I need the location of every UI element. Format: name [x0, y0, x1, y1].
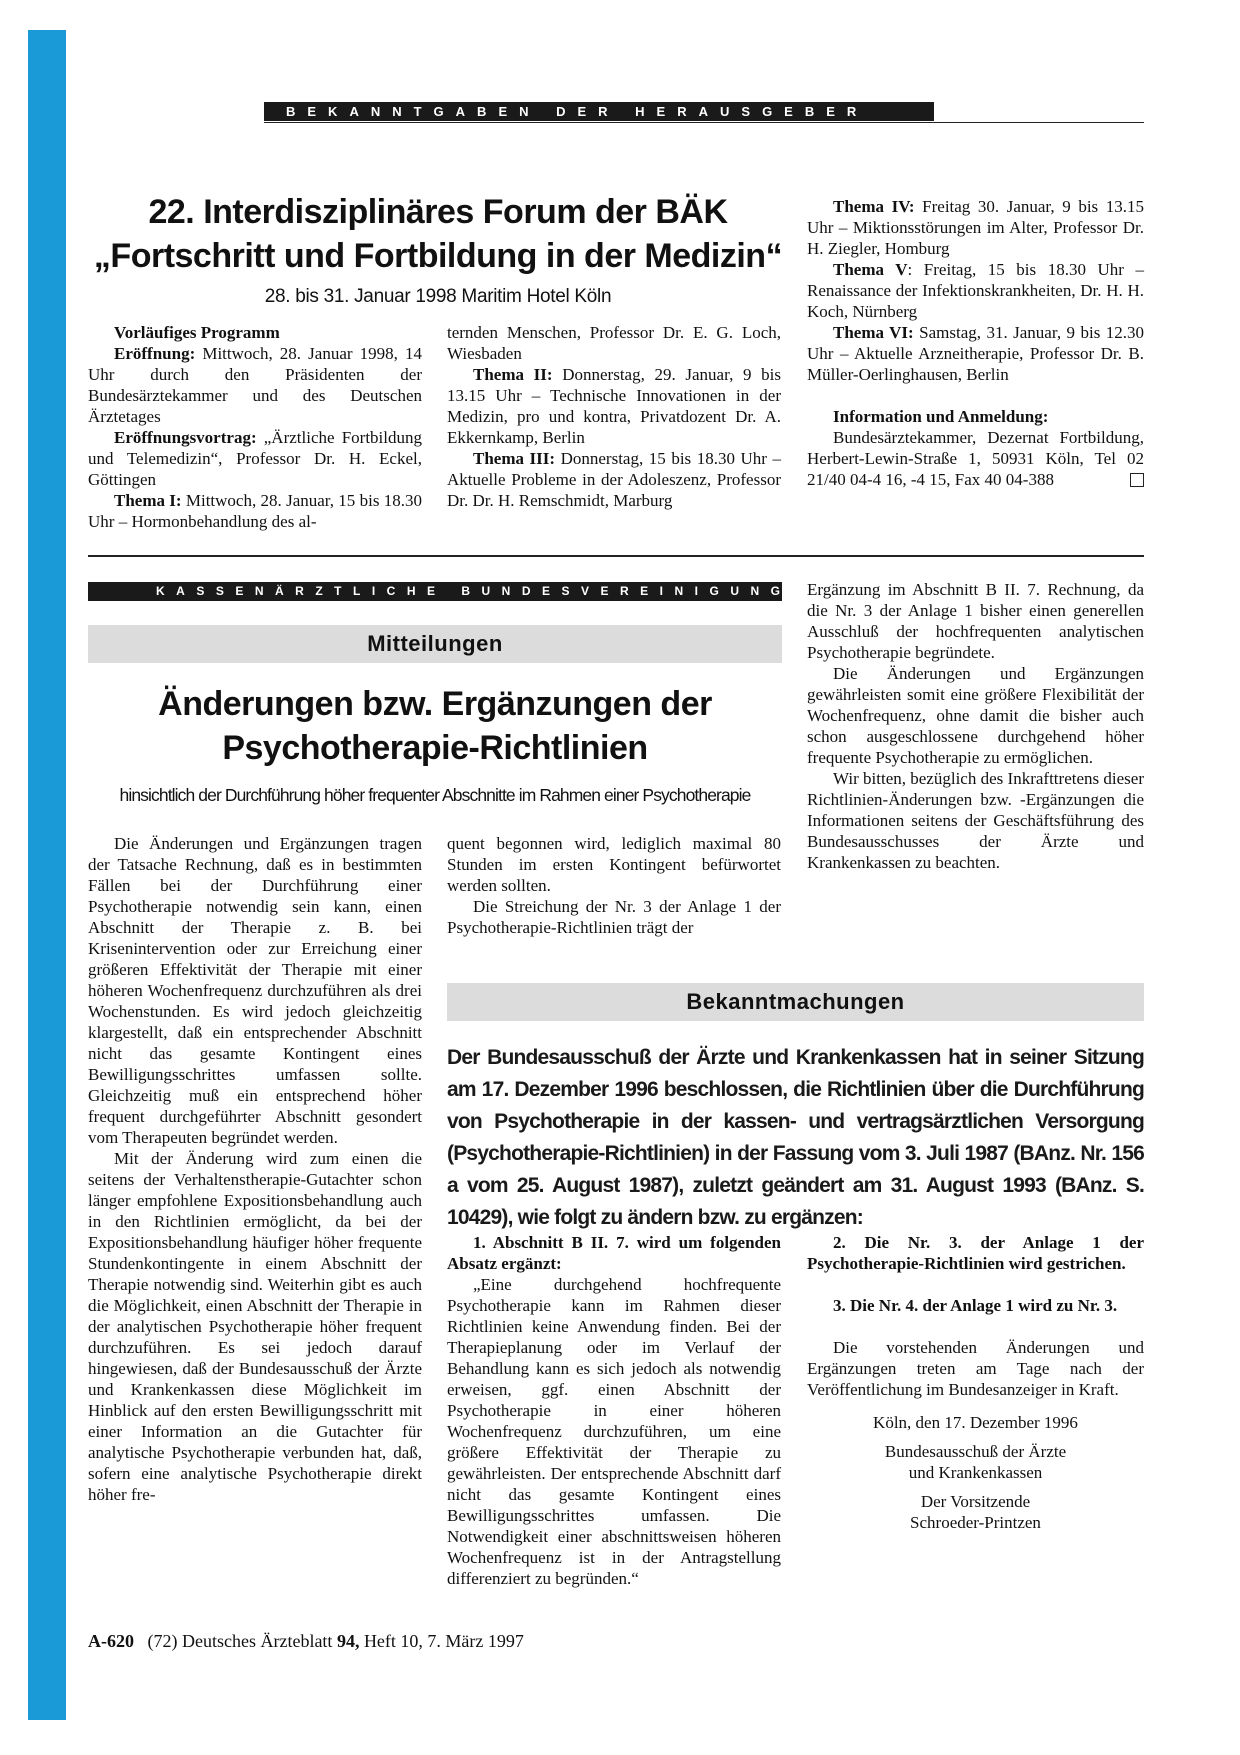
topic5-text: : Freitag, 15 bis 18.30 Uhr – Renaissance der Infektionskrankheiten, Dr. H. H. Koch, Nürnberg [807, 260, 1144, 321]
announcement-col-left [447, 1232, 781, 1589]
article-col2 [447, 833, 781, 938]
header-rule [264, 122, 1144, 123]
closing-text: Die vorstehenden Änderungen und Ergänzungen treten am Tage nach der Veröffentlichung im Bundesanzeiger in Kraft. [807, 1338, 1144, 1399]
topic2-label: Thema II: [473, 365, 553, 384]
signature-line: und Krankenkassen [908, 1463, 1043, 1482]
end-mark-icon [1130, 473, 1144, 487]
forum-col1 [88, 322, 422, 532]
blue-margin-bar [28, 30, 66, 1720]
article-paragraph: Die Änderungen und Ergänzungen tragen der Tatsache Rechnung, daß es in bestimmten Fällen bei der Durchführung einer Psychotherapie notwendig sein kann, einen Abschnitt der Therapie z. B. bei Krisenintervention oder zur Erreichung einer größeren Effektivität der Therapie mit einer höheren Wochenfrequenz durchzuführen als drei Wochenstunden. Es wird jedoch gleichzeitig klargestellt, daß ein entsprechender Abschnitt nicht das gesamte Kontingent eines Bewilligungsschrittes umfassen sollte. Gleichzeitig muß ein entsprechend höher frequent durchgeführter Abschnitt gesondert vom Therapeuten begründet werden. [88, 834, 422, 1147]
signature-line: Der Vorsitzende [920, 1492, 1031, 1511]
signature-line: Bundesausschuß der Ärzte [884, 1442, 1067, 1461]
article-paragraph: Die Streichung der Nr. 3 der Anlage 1 der Psychotherapie-Richtlinien trägt der [447, 897, 781, 937]
page-footer [88, 1631, 524, 1652]
opening-label: Eröffnung: [114, 344, 196, 363]
bekanntmachungen-heading: Bekanntmachungen [447, 983, 1144, 1021]
topic1-continued: ternden Menschen, Professor Dr. E. G. Loch, Wiesbaden [447, 323, 781, 363]
topic1-label: Thema I: [114, 491, 182, 510]
topic1-text: Mittwoch, 28. Januar, 15 bis 18.30 Uhr – Hormonbehandlung des al- [88, 491, 422, 531]
article-title-line2: Psychotherapie-Richtlinien [222, 729, 648, 767]
article-paragraph: Ergänzung im Abschnitt B II. 7. Rechnung, da die Nr. 3 der Anlage 1 bisher einen generellen Ausschluß der hochfrequenten analytischen Psychotherapie begründete. [807, 580, 1144, 662]
footer-volume: 94, [336, 1631, 360, 1651]
forum-subtitle: 28. bis 31. Januar 1998 Maritim Hotel Köln [264, 286, 612, 307]
page-number: A-620 [88, 1631, 134, 1651]
footer-issue: Heft 10, 7. März 1997 [359, 1631, 524, 1651]
topic6-text: Samstag, 31. Januar, 9 bis 12.30 Uhr – Aktuelle Arzneitherapie, Professor Dr. B. Müller-Oerlinghausen, Berlin [807, 323, 1145, 384]
topic2-text: Donnerstag, 29. Januar, 9 bis 13.15 Uhr – Technische Innovationen in der Medizin, pro und kontra, Privatdozent Dr. A. Ekkernkamp, Berlin [447, 365, 781, 447]
announcement-lead: Der Bundesausschuß der Ärzte und Krankenkassen hat in seiner Sitzung am 17. Dezember 1996 beschlossen, die Richtlinien über die Durchführung von Psychotherapie in der kassen- und vertragsärztlichen Versorgung (Psychotherapie-Richtlinien) in der Fassung vom 3. Juli 1987 (BAnz. Nr. 156 a vom 25. August 1987), zuletzt geändert am 31. August 1993 (BAnz. S. 10429), wie folgt zu ändern bzw. zu ergänzen: [447, 1046, 1144, 1229]
forum-col2 [447, 322, 781, 511]
forum-title-line2: „Fortschritt und Fortbildung in der Medizin“ [93, 237, 783, 275]
article-col3 [807, 579, 1144, 873]
item2-heading: 2. Die Nr. 3. der Anlage 1 der Psychotherapie-Richtlinien wird gestrichen. [807, 1233, 1144, 1273]
article-paragraph: quent begonnen wird, lediglich maximal 80 Stunden im ersten Kontingent befürwortet werden sollten. [447, 834, 781, 895]
article-title-line1: Änderungen bzw. Ergänzungen der [158, 685, 712, 723]
item1-text: „Eine durchgehend hochfrequente Psychotherapie kann im Rahmen dieser Richtlinien keine Anwendung finden. Bei der Therapieplanung oder im Verlauf der Behandlung kann es sich jedoch als notwendig erweisen, ggf. einen Abschnitt der Psychotherapie in einer höheren Wochenfrequenz durchzuführen, um eine größere Effektivität der Therapie zu gewährleisten. Der entsprechende Abschnitt darf nicht das gesamte Kontingent eines Bewilligungsschrittes umfassen. Die Notwendigkeit einer abschnittsweisen höheren Wochenfrequenz ist in der Antragstellung differenziert zu begründen.“ [447, 1275, 781, 1588]
topic4-label: Thema IV: [833, 197, 915, 216]
keynote-text: „Ärztliche Fortbildung und Telemedizin“, Professor Dr. H. Eckel, Göttingen [88, 428, 422, 489]
article-col1 [88, 833, 422, 1505]
article-title [88, 682, 782, 770]
place-date: Köln, den 17. Dezember 1996 [873, 1413, 1078, 1432]
info-heading: Information und Anmeldung: [833, 407, 1049, 426]
topic3-label: Thema III: [473, 449, 556, 468]
article-subtitle: hinsichtlich der Durchführung höher frequenter Abschnitte im Rahmen einer Psychotherapie [119, 785, 751, 805]
section-header-bar: BEKANNTGABEN DER HERAUSGEBER [264, 102, 934, 121]
kbv-header-bar: KASSENÄRZTLICHE BUNDESVEREINIGUNG [88, 582, 782, 601]
forum-col3 [807, 196, 1144, 490]
info-text: Bundesärztekammer, Dezernat Fortbildung, Herbert-Lewin-Straße 1, 50931 Köln, Tel 02 21/40 04-4 16, -4 15, Fax 40 04-388 [807, 428, 1144, 489]
topic5-label: Thema V [833, 260, 908, 279]
topic4-text: Freitag 30. Januar, 9 bis 13.15 Uhr – Miktionsstörungen im Alter, Professor Dr. H. Ziegler, Homburg [807, 197, 1144, 258]
forum-bottom-rule [88, 555, 1144, 557]
topic6-label: Thema VI: [833, 323, 914, 342]
signature-line: Schroeder-Printzen [910, 1513, 1041, 1532]
topic3-text: Donnerstag, 15 bis 18.30 Uhr – Aktuelle Probleme in der Adoleszenz, Professor Dr. Dr. H. Remschmidt, Marburg [447, 449, 781, 510]
opening-text: Mittwoch, 28. Januar 1998, 14 Uhr durch den Präsidenten der Bundesärztekammer und des Deutschen Ärztetages [88, 344, 422, 426]
forum-title-line1: 22. Interdisziplinäres Forum der BÄK [148, 193, 728, 231]
mitteilungen-heading: Mitteilungen [88, 625, 782, 663]
item1-heading: 1. Abschnitt B II. 7. wird um folgenden Absatz ergänzt: [447, 1233, 781, 1273]
item3-heading: 3. Die Nr. 4. der Anlage 1 wird zu Nr. 3. [833, 1296, 1118, 1315]
article-paragraph: Mit der Änderung wird zum einen die seitens der Verhaltenstherapie-Gutachter schon länger empfohlene Expositionsbehandlung auch in den Richtlinien ermöglicht, da bei der Expositionsbehandlung häufiger höher frequente Stundenkontingente in einem Abschnitt der Therapie notwendig sind. Weiterhin gibt es auch die Möglichkeit, einen Abschnitt der Therapie in der analytischen Psychotherapie höher frequent durchzuführen. Es sei jedoch darauf hingewiesen, daß der Bundesausschuß der Ärzte und Krankenkassen diese Möglichkeit im Hinblick auf den ersten Bewilligungsschritt mit einer Information an die Gutachter für analytische Psychotherapie verbunden hat, daß, sofern eine analytische Psychotherapie direkt höher fre- [88, 1149, 422, 1504]
keynote-label: Eröffnungsvortrag: [114, 428, 257, 447]
article-paragraph: Die Änderungen und Ergänzungen gewährleisten somit eine größere Flexibilität der Wochenfrequenz, ohne damit die bisher auch schon ausgeschlossene durchgehend höher frequente Psychotherapie zu ermöglichen. [807, 664, 1144, 767]
footer-journal: (72) Deutsches Ärzteblatt [147, 1631, 337, 1651]
article-paragraph: Wir bitten, bezüglich des Inkrafttretens dieser Richtlinien-Änderungen bzw. -Ergänzungen die Informationen seitens der Geschäftsführung des Bundesausschusses der Ärzte und Krankenkassen zu beachten. [807, 769, 1144, 872]
forum-title [88, 190, 788, 278]
program-label: Vorläufiges Programm [114, 323, 280, 342]
announcement-col-right [807, 1232, 1144, 1533]
